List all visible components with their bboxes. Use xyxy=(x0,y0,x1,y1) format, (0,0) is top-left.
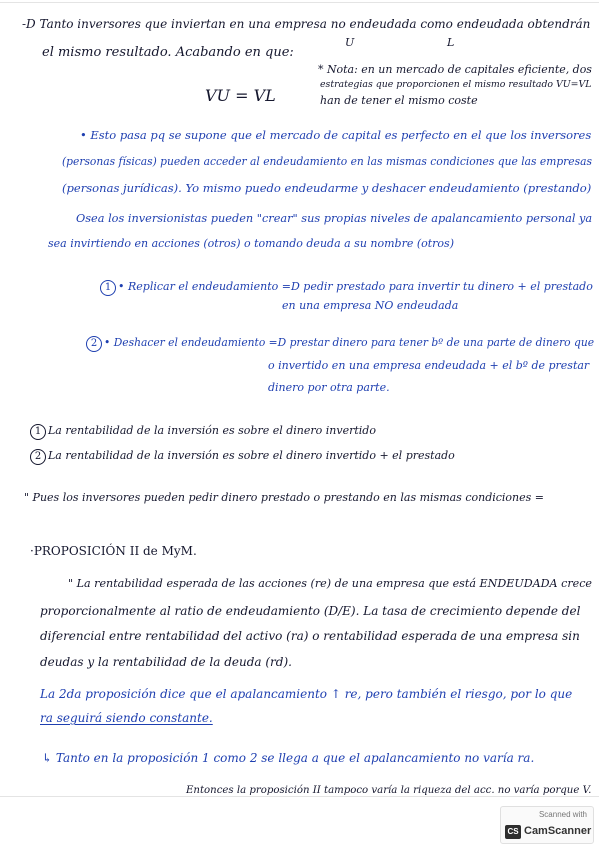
point-1-text: • Replicar el endeudamiento =D pedir prestado para invertir tu dinero + el prestado xyxy=(118,280,593,293)
nota-line-2: estrategias que proporcionen el mismo resultado VU=VL xyxy=(320,79,592,90)
market-line-2: (personas físicas) pueden acceder al endeudamiento en las mismas condiciones que las empresas xyxy=(62,155,592,168)
intro-line-1 xyxy=(22,18,590,30)
quote-line-1: " La rentabilidad esperada de las acciones (re) de una empresa que está ENDEUDADA crece xyxy=(68,577,593,590)
scan-edge-line xyxy=(0,2,599,3)
return-note-2 xyxy=(30,449,455,465)
label-u: U xyxy=(345,36,355,49)
camscanner-name: CamScanner xyxy=(524,825,592,837)
market-line-1: • Esto pasa pq se supone que el mercado de capital es perfecto en el que los inversores xyxy=(80,128,592,142)
quote-line-4: deudas y la rentabilidad de la deuda (rd). xyxy=(40,655,292,669)
label-l: L xyxy=(447,36,455,49)
market-line-3: (personas jurídicas). Yo mismo puedo endeudarme y deshacer endeudamiento (prestando) xyxy=(62,181,592,195)
scanned-with-label: Scanned with xyxy=(538,810,587,819)
return-note-1-number: 1 xyxy=(30,424,46,440)
intro-text-1: -D Tanto inversores que inviertan en una empresa no endeudada como endeudada obtendrán xyxy=(22,17,591,31)
point-2-line-3: dinero por otra parte. xyxy=(268,381,390,394)
return-note-2-text: La rentabilidad de la inversión es sobre el dinero invertido + el prestado xyxy=(48,449,455,462)
return-note-1 xyxy=(30,424,376,440)
return-note-2-number: 2 xyxy=(30,449,46,465)
point-1-line-2: en una empresa NO endeudada xyxy=(282,299,459,312)
camscanner-logo-icon: CS xyxy=(505,825,521,839)
point-2-line-1 xyxy=(86,336,594,352)
proposition-heading: ·PROPOSICIÓN II de MyM. xyxy=(30,544,197,558)
formula-vu-vl: VU = VL xyxy=(205,86,276,105)
osea-line-2: sea invirtiendo en acciones (otros) o tomando deuda a su nombre (otros) xyxy=(48,237,454,250)
segunda-line-1: La 2da proposición dice que el apalancamiento ↑ re, pero también el riesgo, por lo que xyxy=(40,687,573,701)
point-2-number: 2 xyxy=(86,336,102,352)
point-1-number: 1 xyxy=(100,280,116,296)
osea-line-1: Osea los inversionistas pueden "crear" sus propias niveles de apalancamiento personal ya xyxy=(76,212,593,225)
quote-line-2: proporcionalmente al ratio de endeudamiento (D/E). La tasa de crecimiento depende del xyxy=(40,604,581,618)
point-2-text: • Deshacer el endeudamiento =D prestar dinero para tener bº de una parte de dinero que xyxy=(104,336,595,349)
intro-line-2: el mismo resultado. Acabando en que: xyxy=(42,45,294,60)
nota-line-3: han de tener el mismo coste xyxy=(320,94,478,107)
point-2-line-2: o invertido en una empresa endeudada + el bº de prestar xyxy=(268,359,590,372)
point-1-line-1 xyxy=(100,280,593,296)
segunda-line-2: ra seguirá siendo constante. xyxy=(40,711,213,725)
nota-line-1: * Nota: en un mercado de capitales eficiente, dos xyxy=(318,63,592,76)
return-note-1-text: La rentabilidad de la inversión es sobre el dinero invertido xyxy=(48,424,376,437)
bottom-line: Entonces la proposición II tampoco varía la riqueza del acc. no varía porque V. xyxy=(186,785,592,796)
quote-line-3: diferencial entre rentabilidad del activo (ra) o rentabilidad esperada de una empresa sin xyxy=(40,629,580,643)
tanto-line: ↳ Tanto en la proposición 1 como 2 se llega a que el apalancamiento no varía ra. xyxy=(42,751,535,765)
scan-bottom-edge xyxy=(0,796,599,797)
pues-line: " Pues los inversores pueden pedir dinero prestado o prestando en las mismas condiciones = xyxy=(24,491,545,504)
camscanner-badge xyxy=(500,806,594,844)
